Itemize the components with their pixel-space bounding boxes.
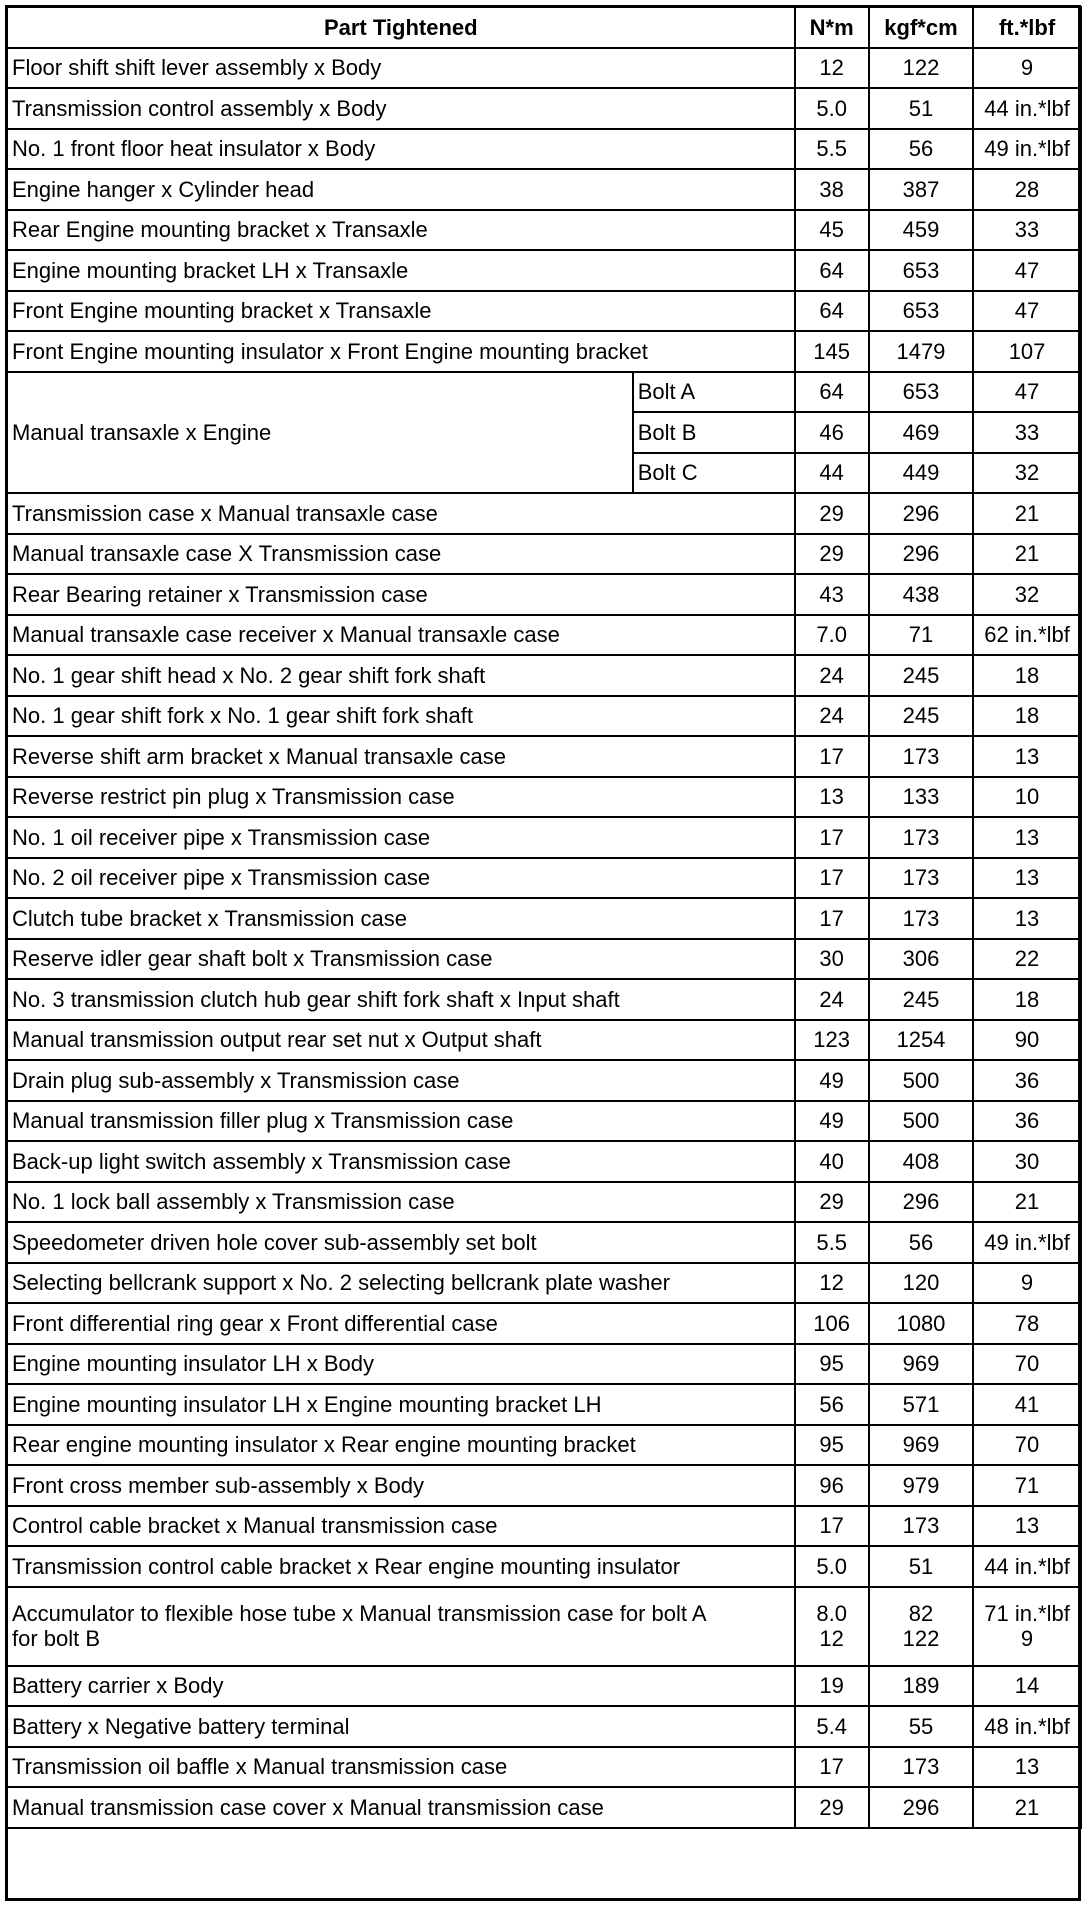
torque-nm: 5.5 xyxy=(795,129,869,170)
torque-ft-lbf: 21 xyxy=(973,534,1081,575)
table-row xyxy=(7,48,1081,89)
torque-ft-lbf: 21 xyxy=(973,1182,1081,1223)
torque-ft-lbf: 14 xyxy=(973,1666,1081,1707)
part-name: Battery carrier x Body xyxy=(7,1666,795,1707)
table-row xyxy=(7,129,1081,170)
part-name: No. 1 lock ball assembly x Transmission case xyxy=(7,1182,795,1223)
torque-ft-lbf: 9 xyxy=(973,48,1081,89)
torque-nm: 17 xyxy=(795,898,869,939)
torque-ft-lbf: 13 xyxy=(973,858,1081,899)
torque-nm: 19 xyxy=(795,1666,869,1707)
torque-ft-lbf: 13 xyxy=(973,898,1081,939)
part-name: Front cross member sub-assembly x Body xyxy=(7,1465,795,1506)
torque-ft-lbf: 9 xyxy=(973,1263,1081,1304)
part-name: Back-up light switch assembly x Transmission case xyxy=(7,1141,795,1182)
torque-kgf-cm: 120 xyxy=(869,1263,973,1304)
part-name: Clutch tube bracket x Transmission case xyxy=(7,898,795,939)
part-name: Drain plug sub-assembly x Transmission case xyxy=(7,1060,795,1101)
part-name: Manual transmission filler plug x Transmission case xyxy=(7,1101,795,1142)
part-name: Transmission case x Manual transaxle case xyxy=(7,493,795,534)
part-name: Selecting bellcrank support x No. 2 selecting bellcrank plate washer xyxy=(7,1263,795,1304)
torque-ft-lbf: 13 xyxy=(973,1506,1081,1547)
table-row xyxy=(7,331,1081,372)
torque-nm: 12 xyxy=(795,1263,869,1304)
torque-kgf-cm: 55 xyxy=(869,1706,973,1747)
torque-kgf-cm: 459 xyxy=(869,210,973,251)
torque-nm: 96 xyxy=(795,1465,869,1506)
torque-kgf-bolt-a: 82 xyxy=(908,1601,934,1626)
torque-kgf-cm: 56 xyxy=(869,1222,973,1263)
part-name: Speedometer driven hole cover sub-assembly set bolt xyxy=(7,1222,795,1263)
torque-nm: 13 xyxy=(795,777,869,818)
accumulator-part-line-2: for bolt B xyxy=(12,1626,101,1651)
torque-ft-lbf: 70 xyxy=(973,1425,1081,1466)
torque-kgf-bolt-b: 122 xyxy=(902,1626,940,1651)
torque-kgf-cm: 173 xyxy=(869,898,973,939)
torque-ft-lbf: 21 xyxy=(973,493,1081,534)
torque-ft-lbf xyxy=(973,1587,1081,1666)
torque-ft-lbf: 49 in.*lbf xyxy=(973,1222,1081,1263)
torque-nm: 49 xyxy=(795,1060,869,1101)
part-name: Reverse shift arm bracket x Manual transaxle case xyxy=(7,736,795,777)
torque-nm: 30 xyxy=(795,939,869,980)
table-row xyxy=(7,534,1081,575)
bolt-label: Bolt B xyxy=(633,412,795,453)
torque-nm: 29 xyxy=(795,1182,869,1223)
torque-kgf-cm: 51 xyxy=(869,1546,973,1587)
torque-nm: 145 xyxy=(795,331,869,372)
table-row xyxy=(7,858,1081,899)
torque-ft-lbf: 33 xyxy=(973,412,1081,453)
torque-kgf-cm: 173 xyxy=(869,736,973,777)
torque-kgf-cm: 653 xyxy=(869,250,973,291)
torque-ft-lbf: 21 xyxy=(973,1787,1081,1828)
torque-ft-lbf: 62 in.*lbf xyxy=(973,615,1081,656)
part-name: Front Engine mounting insulator x Front Engine mounting bracket xyxy=(7,331,795,372)
table-row xyxy=(7,574,1081,615)
table-row xyxy=(7,655,1081,696)
torque-nm: 5.5 xyxy=(795,1222,869,1263)
torque-ft-lbf: 71 xyxy=(973,1465,1081,1506)
torque-nm: 40 xyxy=(795,1141,869,1182)
torque-kgf-cm: 306 xyxy=(869,939,973,980)
bolt-label: Bolt C xyxy=(633,453,795,494)
torque-ft-lbf: 36 xyxy=(973,1101,1081,1142)
torque-kgf-cm: 449 xyxy=(869,453,973,494)
torque-nm: 95 xyxy=(795,1425,869,1466)
torque-ft-lbf: 47 xyxy=(973,291,1081,332)
torque-ft-lbf: 13 xyxy=(973,1747,1081,1788)
torque-kgf-cm: 56 xyxy=(869,129,973,170)
torque-nm: 29 xyxy=(795,493,869,534)
torque-kgf-cm: 189 xyxy=(869,1666,973,1707)
group-part-cell: Manual transaxle x Engine xyxy=(7,372,633,494)
torque-ft-lbf: 33 xyxy=(973,210,1081,251)
table-row xyxy=(7,169,1081,210)
table-body-top xyxy=(7,48,1081,372)
torque-ft-lbf: 44 in.*lbf xyxy=(973,88,1081,129)
table-row xyxy=(7,1425,1081,1466)
torque-nm: 24 xyxy=(795,655,869,696)
torque-specification-table xyxy=(6,6,1082,1829)
table-row xyxy=(7,817,1081,858)
torque-kgf-cm: 245 xyxy=(869,696,973,737)
torque-kgf-cm: 245 xyxy=(869,655,973,696)
torque-kgf-cm: 1254 xyxy=(869,1020,973,1061)
table-row xyxy=(7,1506,1081,1547)
part-name: Engine hanger x Cylinder head xyxy=(7,169,795,210)
table-body-bottom xyxy=(7,1666,1081,1828)
table-row xyxy=(7,88,1081,129)
torque-ft-lbf: 32 xyxy=(973,453,1081,494)
table-row xyxy=(7,1384,1081,1425)
table-row xyxy=(7,1587,1081,1666)
torque-nm: 46 xyxy=(795,412,869,453)
torque-ft-lbf: 18 xyxy=(973,655,1081,696)
part-name: Rear engine mounting insulator x Rear engine mounting bracket xyxy=(7,1425,795,1466)
table-row xyxy=(7,1787,1081,1828)
torque-ft-lbf: 48 in.*lbf xyxy=(973,1706,1081,1747)
table-row xyxy=(7,979,1081,1020)
table-row xyxy=(7,1263,1081,1304)
table-row xyxy=(7,777,1081,818)
torque-ft-lbf: 36 xyxy=(973,1060,1081,1101)
part-name: Front Engine mounting bracket x Transaxle xyxy=(7,291,795,332)
torque-ft-lbf: 49 in.*lbf xyxy=(973,129,1081,170)
table-row xyxy=(7,1666,1081,1707)
table-row xyxy=(7,1182,1081,1223)
torque-ft-lbf: 41 xyxy=(973,1384,1081,1425)
torque-ft-lbf: 78 xyxy=(973,1303,1081,1344)
torque-kgf-cm: 296 xyxy=(869,1787,973,1828)
torque-nm: 17 xyxy=(795,1747,869,1788)
torque-kgf-cm: 653 xyxy=(869,291,973,332)
table-row xyxy=(7,291,1081,332)
part-name: Engine mounting insulator LH x Body xyxy=(7,1344,795,1385)
table-row xyxy=(7,210,1081,251)
torque-kgf-cm: 133 xyxy=(869,777,973,818)
torque-nm: 45 xyxy=(795,210,869,251)
part-name: Manual transaxle case receiver x Manual transaxle case xyxy=(7,615,795,656)
torque-nm: 44 xyxy=(795,453,869,494)
table-row xyxy=(7,1101,1081,1142)
torque-nm: 17 xyxy=(795,736,869,777)
table-row xyxy=(7,493,1081,534)
header-row xyxy=(7,7,1081,48)
table-row xyxy=(7,696,1081,737)
part-name: Reserve idler gear shaft bolt x Transmission case xyxy=(7,939,795,980)
header-part-tightened: Part Tightened xyxy=(7,7,795,48)
torque-kgf-cm: 296 xyxy=(869,534,973,575)
header-ft-lbf: ft.*lbf xyxy=(973,7,1081,48)
torque-kgf-cm: 469 xyxy=(869,412,973,453)
torque-nm: 24 xyxy=(795,979,869,1020)
part-name: Reverse restrict pin plug x Transmission case xyxy=(7,777,795,818)
torque-nm: 49 xyxy=(795,1101,869,1142)
torque-nm: 64 xyxy=(795,250,869,291)
part-name: Front differential ring gear x Front differential case xyxy=(7,1303,795,1344)
header-kgf-cm: kgf*cm xyxy=(869,7,973,48)
torque-kgf-cm: 173 xyxy=(869,1506,973,1547)
torque-kgf-cm: 122 xyxy=(869,48,973,89)
torque-kgf-cm: 173 xyxy=(869,817,973,858)
torque-nm: 24 xyxy=(795,696,869,737)
torque-ft-lbf: 13 xyxy=(973,817,1081,858)
table-body-mid xyxy=(7,493,1081,1587)
torque-nm: 17 xyxy=(795,817,869,858)
torque-kgf-cm: 438 xyxy=(869,574,973,615)
torque-ft-lbf: 70 xyxy=(973,1344,1081,1385)
table-row xyxy=(7,939,1081,980)
torque-kgf-cm: 969 xyxy=(869,1344,973,1385)
torque-kgf-cm xyxy=(869,1587,973,1666)
part-name: No. 1 oil receiver pipe x Transmission case xyxy=(7,817,795,858)
torque-ft-lbf: 44 in.*lbf xyxy=(973,1546,1081,1587)
torque-kgf-cm: 500 xyxy=(869,1060,973,1101)
table-row xyxy=(7,1020,1081,1061)
torque-nm: 38 xyxy=(795,169,869,210)
part-name: Manual transmission case cover x Manual transmission case xyxy=(7,1787,795,1828)
torque-nm: 17 xyxy=(795,1506,869,1547)
table-row xyxy=(7,1344,1081,1385)
torque-nm: 5.0 xyxy=(795,1546,869,1587)
part-name: Transmission oil baffle x Manual transmission case xyxy=(7,1747,795,1788)
torque-nm: 56 xyxy=(795,1384,869,1425)
torque-kgf-cm: 245 xyxy=(869,979,973,1020)
torque-kgf-cm: 408 xyxy=(869,1141,973,1182)
torque-kgf-cm: 500 xyxy=(869,1101,973,1142)
part-name: No. 1 gear shift head x No. 2 gear shift fork shaft xyxy=(7,655,795,696)
torque-kgf-cm: 979 xyxy=(869,1465,973,1506)
torque-nm: 123 xyxy=(795,1020,869,1061)
torque-ft-lbf: 47 xyxy=(973,250,1081,291)
part-name: Engine mounting bracket LH x Transaxle xyxy=(7,250,795,291)
accumulator-part-cell xyxy=(7,1587,795,1666)
table-row xyxy=(7,1222,1081,1263)
table-row xyxy=(7,372,1081,413)
table-row xyxy=(7,1303,1081,1344)
part-name: No. 3 transmission clutch hub gear shift fork shaft x Input shaft xyxy=(7,979,795,1020)
table-row xyxy=(7,1060,1081,1101)
table-row xyxy=(7,898,1081,939)
torque-nm: 5.0 xyxy=(795,88,869,129)
part-name: No. 1 gear shift fork x No. 1 gear shift fork shaft xyxy=(7,696,795,737)
torque-nm xyxy=(795,1587,869,1666)
accumulator-group xyxy=(7,1587,1081,1666)
part-name: Transmission control assembly x Body xyxy=(7,88,795,129)
table-row xyxy=(7,1706,1081,1747)
table-row xyxy=(7,736,1081,777)
torque-kgf-cm: 387 xyxy=(869,169,973,210)
manual-transaxle-engine-group xyxy=(7,372,1081,494)
torque-kgf-cm: 173 xyxy=(869,858,973,899)
torque-kgf-cm: 51 xyxy=(869,88,973,129)
table-row xyxy=(7,1546,1081,1587)
torque-nm: 5.4 xyxy=(795,1706,869,1747)
torque-ft-lbf: 107 xyxy=(973,331,1081,372)
part-name: Manual transmission output rear set nut x Output shaft xyxy=(7,1020,795,1061)
torque-ft-lbf: 22 xyxy=(973,939,1081,980)
part-name: Engine mounting insulator LH x Engine mounting bracket LH xyxy=(7,1384,795,1425)
torque-ft-bolt-a: 71 in.*lbf xyxy=(984,1601,1070,1626)
torque-kgf-cm: 173 xyxy=(869,1747,973,1788)
torque-kgf-cm: 653 xyxy=(869,372,973,413)
header-nm: N*m xyxy=(795,7,869,48)
torque-nm: 106 xyxy=(795,1303,869,1344)
torque-nm: 64 xyxy=(795,372,869,413)
part-name: Rear Bearing retainer x Transmission case xyxy=(7,574,795,615)
torque-nm-bolt-b: 12 xyxy=(819,1626,844,1651)
torque-nm: 29 xyxy=(795,534,869,575)
torque-nm-bolt-a: 8.0 xyxy=(816,1601,847,1626)
torque-kgf-cm: 1080 xyxy=(869,1303,973,1344)
part-name: No. 2 oil receiver pipe x Transmission case xyxy=(7,858,795,899)
torque-nm: 43 xyxy=(795,574,869,615)
table-row xyxy=(7,1465,1081,1506)
torque-kgf-cm: 969 xyxy=(869,1425,973,1466)
table-row xyxy=(7,1747,1081,1788)
torque-ft-lbf: 47 xyxy=(973,372,1081,413)
table-row xyxy=(7,1141,1081,1182)
accumulator-part-line-1: Accumulator to flexible hose tube x Manual transmission case for bolt A xyxy=(12,1601,707,1626)
torque-nm: 7.0 xyxy=(795,615,869,656)
torque-ft-lbf: 13 xyxy=(973,736,1081,777)
table-row xyxy=(7,250,1081,291)
torque-nm: 17 xyxy=(795,858,869,899)
torque-nm: 12 xyxy=(795,48,869,89)
torque-kgf-cm: 71 xyxy=(869,615,973,656)
bolt-label: Bolt A xyxy=(633,372,795,413)
part-name: Floor shift shift lever assembly x Body xyxy=(7,48,795,89)
torque-kgf-cm: 296 xyxy=(869,1182,973,1223)
part-name: No. 1 front floor heat insulator x Body xyxy=(7,129,795,170)
part-name: Battery x Negative battery terminal xyxy=(7,1706,795,1747)
table-row xyxy=(7,615,1081,656)
torque-ft-lbf: 30 xyxy=(973,1141,1081,1182)
part-name: Manual transaxle case X Transmission case xyxy=(7,534,795,575)
torque-kgf-cm: 571 xyxy=(869,1384,973,1425)
torque-ft-lbf: 90 xyxy=(973,1020,1081,1061)
torque-nm: 64 xyxy=(795,291,869,332)
torque-ft-bolt-b: 9 xyxy=(1020,1626,1034,1651)
torque-kgf-cm: 296 xyxy=(869,493,973,534)
torque-ft-lbf: 32 xyxy=(973,574,1081,615)
torque-ft-lbf: 18 xyxy=(973,696,1081,737)
torque-ft-lbf: 28 xyxy=(973,169,1081,210)
torque-kgf-cm: 1479 xyxy=(869,331,973,372)
torque-nm: 29 xyxy=(795,1787,869,1828)
torque-ft-lbf: 10 xyxy=(973,777,1081,818)
part-name: Rear Engine mounting bracket x Transaxle xyxy=(7,210,795,251)
part-name: Transmission control cable bracket x Rear engine mounting insulator xyxy=(7,1546,795,1587)
torque-nm: 95 xyxy=(795,1344,869,1385)
torque-ft-lbf: 18 xyxy=(973,979,1081,1020)
part-name: Control cable bracket x Manual transmission case xyxy=(7,1506,795,1547)
